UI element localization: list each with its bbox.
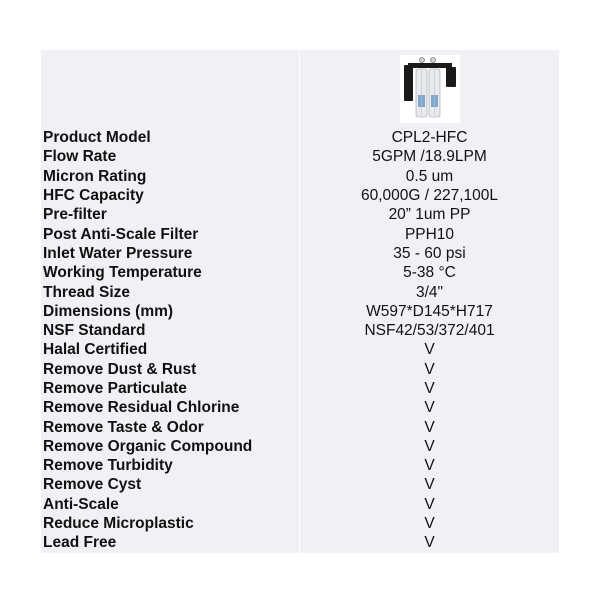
spec-label: Remove Turbidity [41, 456, 300, 475]
spec-label: Remove Organic Compound [41, 437, 300, 456]
spec-value: V [424, 476, 435, 494]
spec-label: Thread Size [41, 282, 300, 301]
spec-row [41, 514, 559, 533]
spec-row [41, 456, 559, 475]
spec-value: 5-38 °C [403, 264, 456, 282]
spec-label: Pre-filter [41, 205, 300, 224]
spec-table [41, 50, 559, 553]
spec-label: Remove Residual Chlorine [41, 398, 300, 417]
spec-row [41, 475, 559, 494]
spec-value: V [424, 534, 435, 552]
spec-label: Anti-Scale [41, 495, 300, 514]
spec-value: W597*D145*H717 [366, 302, 493, 320]
spec-value: V [424, 495, 435, 513]
spec-label: NSF Standard [41, 321, 300, 340]
spec-label: Dimensions (mm) [41, 302, 300, 321]
spec-label: Remove Dust & Rust [41, 360, 300, 379]
spec-value: V [424, 457, 435, 475]
spec-row [41, 533, 559, 552]
spec-row [41, 321, 559, 340]
spec-row [41, 379, 559, 398]
spec-row [41, 398, 559, 417]
product-image-cell [300, 50, 559, 128]
spec-label: Working Temperature [41, 263, 300, 282]
spec-value: PPH10 [404, 225, 455, 243]
spec-value: V [424, 515, 435, 533]
spec-label: Halal Certified [41, 340, 300, 359]
spec-value: CPL2-HFC [391, 129, 468, 147]
spec-row [41, 495, 559, 514]
spec-row [41, 205, 559, 224]
spec-value: V [424, 399, 435, 417]
spec-label: Flow Rate [41, 147, 300, 166]
spec-label: Product Model [41, 128, 300, 147]
spec-value: NSF42/53/372/401 [364, 322, 495, 340]
spec-label: Remove Taste & Odor [41, 417, 300, 436]
spec-value: V [424, 418, 435, 436]
spec-value: 3/4" [415, 283, 444, 301]
spec-value: 20” 1um PP [388, 206, 471, 224]
spec-row [41, 302, 559, 321]
spec-label: Remove Cyst [41, 475, 300, 494]
spec-row [41, 263, 559, 282]
spec-row [41, 147, 559, 166]
image-row-blank [41, 50, 300, 128]
spec-value: 60,000G / 227,100L [360, 187, 499, 205]
spec-label: Remove Particulate [41, 379, 300, 398]
spec-value: 35 - 60 psi [393, 244, 466, 262]
spec-row [41, 224, 559, 243]
spec-row [41, 417, 559, 436]
spec-value: V [424, 341, 435, 359]
spec-row [41, 128, 559, 147]
spec-row [41, 340, 559, 359]
spec-row [41, 186, 559, 205]
spec-label: Reduce Microplastic [41, 514, 300, 533]
spec-label: Post Anti-Scale Filter [41, 224, 300, 243]
spec-label: Lead Free [41, 533, 300, 552]
spec-label: Inlet Water Pressure [41, 244, 300, 263]
spec-row [41, 437, 559, 456]
spec-value: 5GPM /18.9LPM [372, 148, 487, 166]
spec-value: 0.5 um [405, 167, 454, 185]
spec-row [41, 244, 559, 263]
product-image-row [41, 50, 559, 128]
spec-value: V [424, 437, 435, 455]
spec-row [41, 360, 559, 379]
spec-label: HFC Capacity [41, 186, 300, 205]
spec-value: V [424, 380, 435, 397]
water-filter-system-image [400, 55, 460, 123]
spec-row [41, 167, 559, 186]
spec-row [41, 282, 559, 301]
spec-value: V [424, 360, 435, 378]
spec-label: Micron Rating [41, 167, 300, 186]
